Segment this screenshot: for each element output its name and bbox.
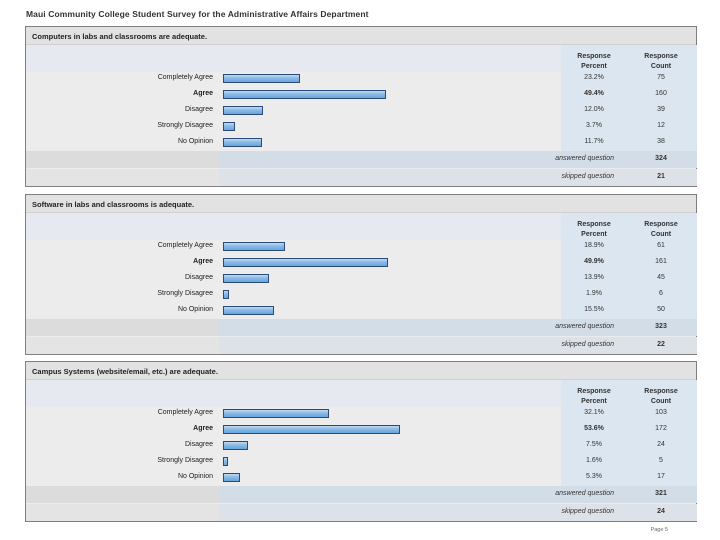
response-count-value: 12 [657,122,665,129]
survey-question-panel [25,26,697,187]
response-percent-value: 49.4% [584,90,604,97]
answered-question-count: 324 [655,155,667,162]
skipped-question-row [26,504,696,521]
answered-question-label: answered question [555,490,614,497]
response-count-value: 161 [655,258,667,265]
response-percent-value: 1.9% [586,290,602,297]
category-label: Strongly Disagree [157,457,213,464]
response-count-header-line2: Count [650,397,672,405]
response-percent-header-line2: Percent [581,62,607,70]
response-count-value: 17 [657,473,665,480]
response-percent-value: 11.7% [584,138,604,145]
survey-question-panel [25,194,697,355]
response-percent-header [561,52,627,71]
bar-strongly-disagree [223,122,235,131]
skipped-question-count: 24 [657,508,665,515]
category-label: No Opinion [177,138,213,145]
response-percent-value: 18.9% [584,242,604,249]
response-count-header [628,387,694,406]
answered-question-count: 321 [655,490,667,497]
response-count-value: 39 [657,106,665,113]
response-count-header-line2: Count [650,230,672,238]
question-title: Computers in labs and classrooms are adequate. [26,27,696,45]
response-count-value: 75 [657,74,665,81]
response-percent-value: 7.5% [586,441,602,448]
response-percent-header-line1: Response [577,388,611,395]
response-percent-value: 49.9% [584,258,604,265]
skipped-question-label: skipped question [561,173,614,180]
category-label: Agree [193,258,213,265]
response-percent-value: 23.2% [584,74,604,81]
page-title: Maui Community College Student Survey for the Administrative Affairs Department [26,9,369,19]
category-label: Disagree [184,106,213,113]
bar-agree [223,425,400,434]
response-count-header-line2: Count [650,62,672,70]
bar-strongly-disagree [223,290,229,299]
response-count-value: 50 [657,306,665,313]
skipped-question-row [26,169,696,186]
response-percent-value: 5.3% [586,473,602,480]
skipped-question-label: skipped question [561,508,614,515]
response-percent-value: 1.6% [586,457,602,464]
response-count-header-line1: Response [644,221,678,228]
skipped-question-count: 21 [657,173,665,180]
bar-completely-agree [223,74,300,83]
response-percent-value: 13.9% [584,274,604,281]
response-count-header-line1: Response [644,53,678,60]
category-label: No Opinion [177,306,213,313]
bar-completely-agree [223,242,285,251]
page-number: Page 5 [650,527,668,533]
answered-question-count: 323 [655,323,667,330]
response-percent-header-line2: Percent [581,397,607,405]
response-count-value: 24 [657,441,665,448]
bar-agree [223,258,388,267]
skipped-question-row [26,337,696,354]
skipped-question-count: 22 [657,341,665,348]
answered-question-row [26,486,696,503]
response-count-header [628,52,694,71]
question-title: Software in labs and classrooms is adequate. [26,195,696,213]
category-label: Strongly Disagree [157,122,213,129]
response-count-header [628,220,694,239]
response-percent-header [561,387,627,406]
category-label: Agree [193,425,213,432]
response-percent-value: 15.5% [584,306,604,313]
response-count-value: 172 [655,425,667,432]
category-label: Completely Agree [157,242,213,249]
response-percent-value: 3.7% [586,122,602,129]
category-label: Agree [193,90,213,97]
bar-completely-agree [223,409,329,418]
response-percent-value: 53.6% [584,425,604,432]
response-count-value: 61 [657,242,665,249]
answered-question-row [26,151,696,168]
response-percent-header [561,220,627,239]
survey-question-panel [25,361,697,522]
bar-disagree [223,441,248,450]
category-label: No Opinion [177,473,213,480]
category-label: Disagree [184,274,213,281]
response-percent-header-line1: Response [577,221,611,228]
response-percent-value: 12.0% [584,106,604,113]
question-title: Campus Systems (website/email, etc.) are adequate. [26,362,696,380]
bar-disagree [223,106,263,115]
response-count-header-line1: Response [644,388,678,395]
answered-question-row [26,319,696,336]
bar-no-opinion [223,473,240,482]
category-label: Completely Agree [157,409,213,416]
answered-question-label: answered question [555,323,614,330]
response-count-value: 6 [659,290,663,297]
response-count-value: 103 [655,409,667,416]
category-label: Disagree [184,441,213,448]
bar-no-opinion [223,306,274,315]
category-label: Strongly Disagree [157,290,213,297]
bar-strongly-disagree [223,457,228,466]
response-count-value: 160 [655,90,667,97]
response-percent-header-line2: Percent [581,230,607,238]
answered-question-label: answered question [555,155,614,162]
response-count-value: 45 [657,274,665,281]
response-count-value: 38 [657,138,665,145]
bar-disagree [223,274,269,283]
skipped-question-label: skipped question [561,341,614,348]
response-count-value: 5 [659,457,663,464]
bar-no-opinion [223,138,262,147]
bar-agree [223,90,386,99]
response-percent-header-line1: Response [577,53,611,60]
category-label: Completely Agree [157,74,213,81]
response-percent-value: 32.1% [584,409,604,416]
